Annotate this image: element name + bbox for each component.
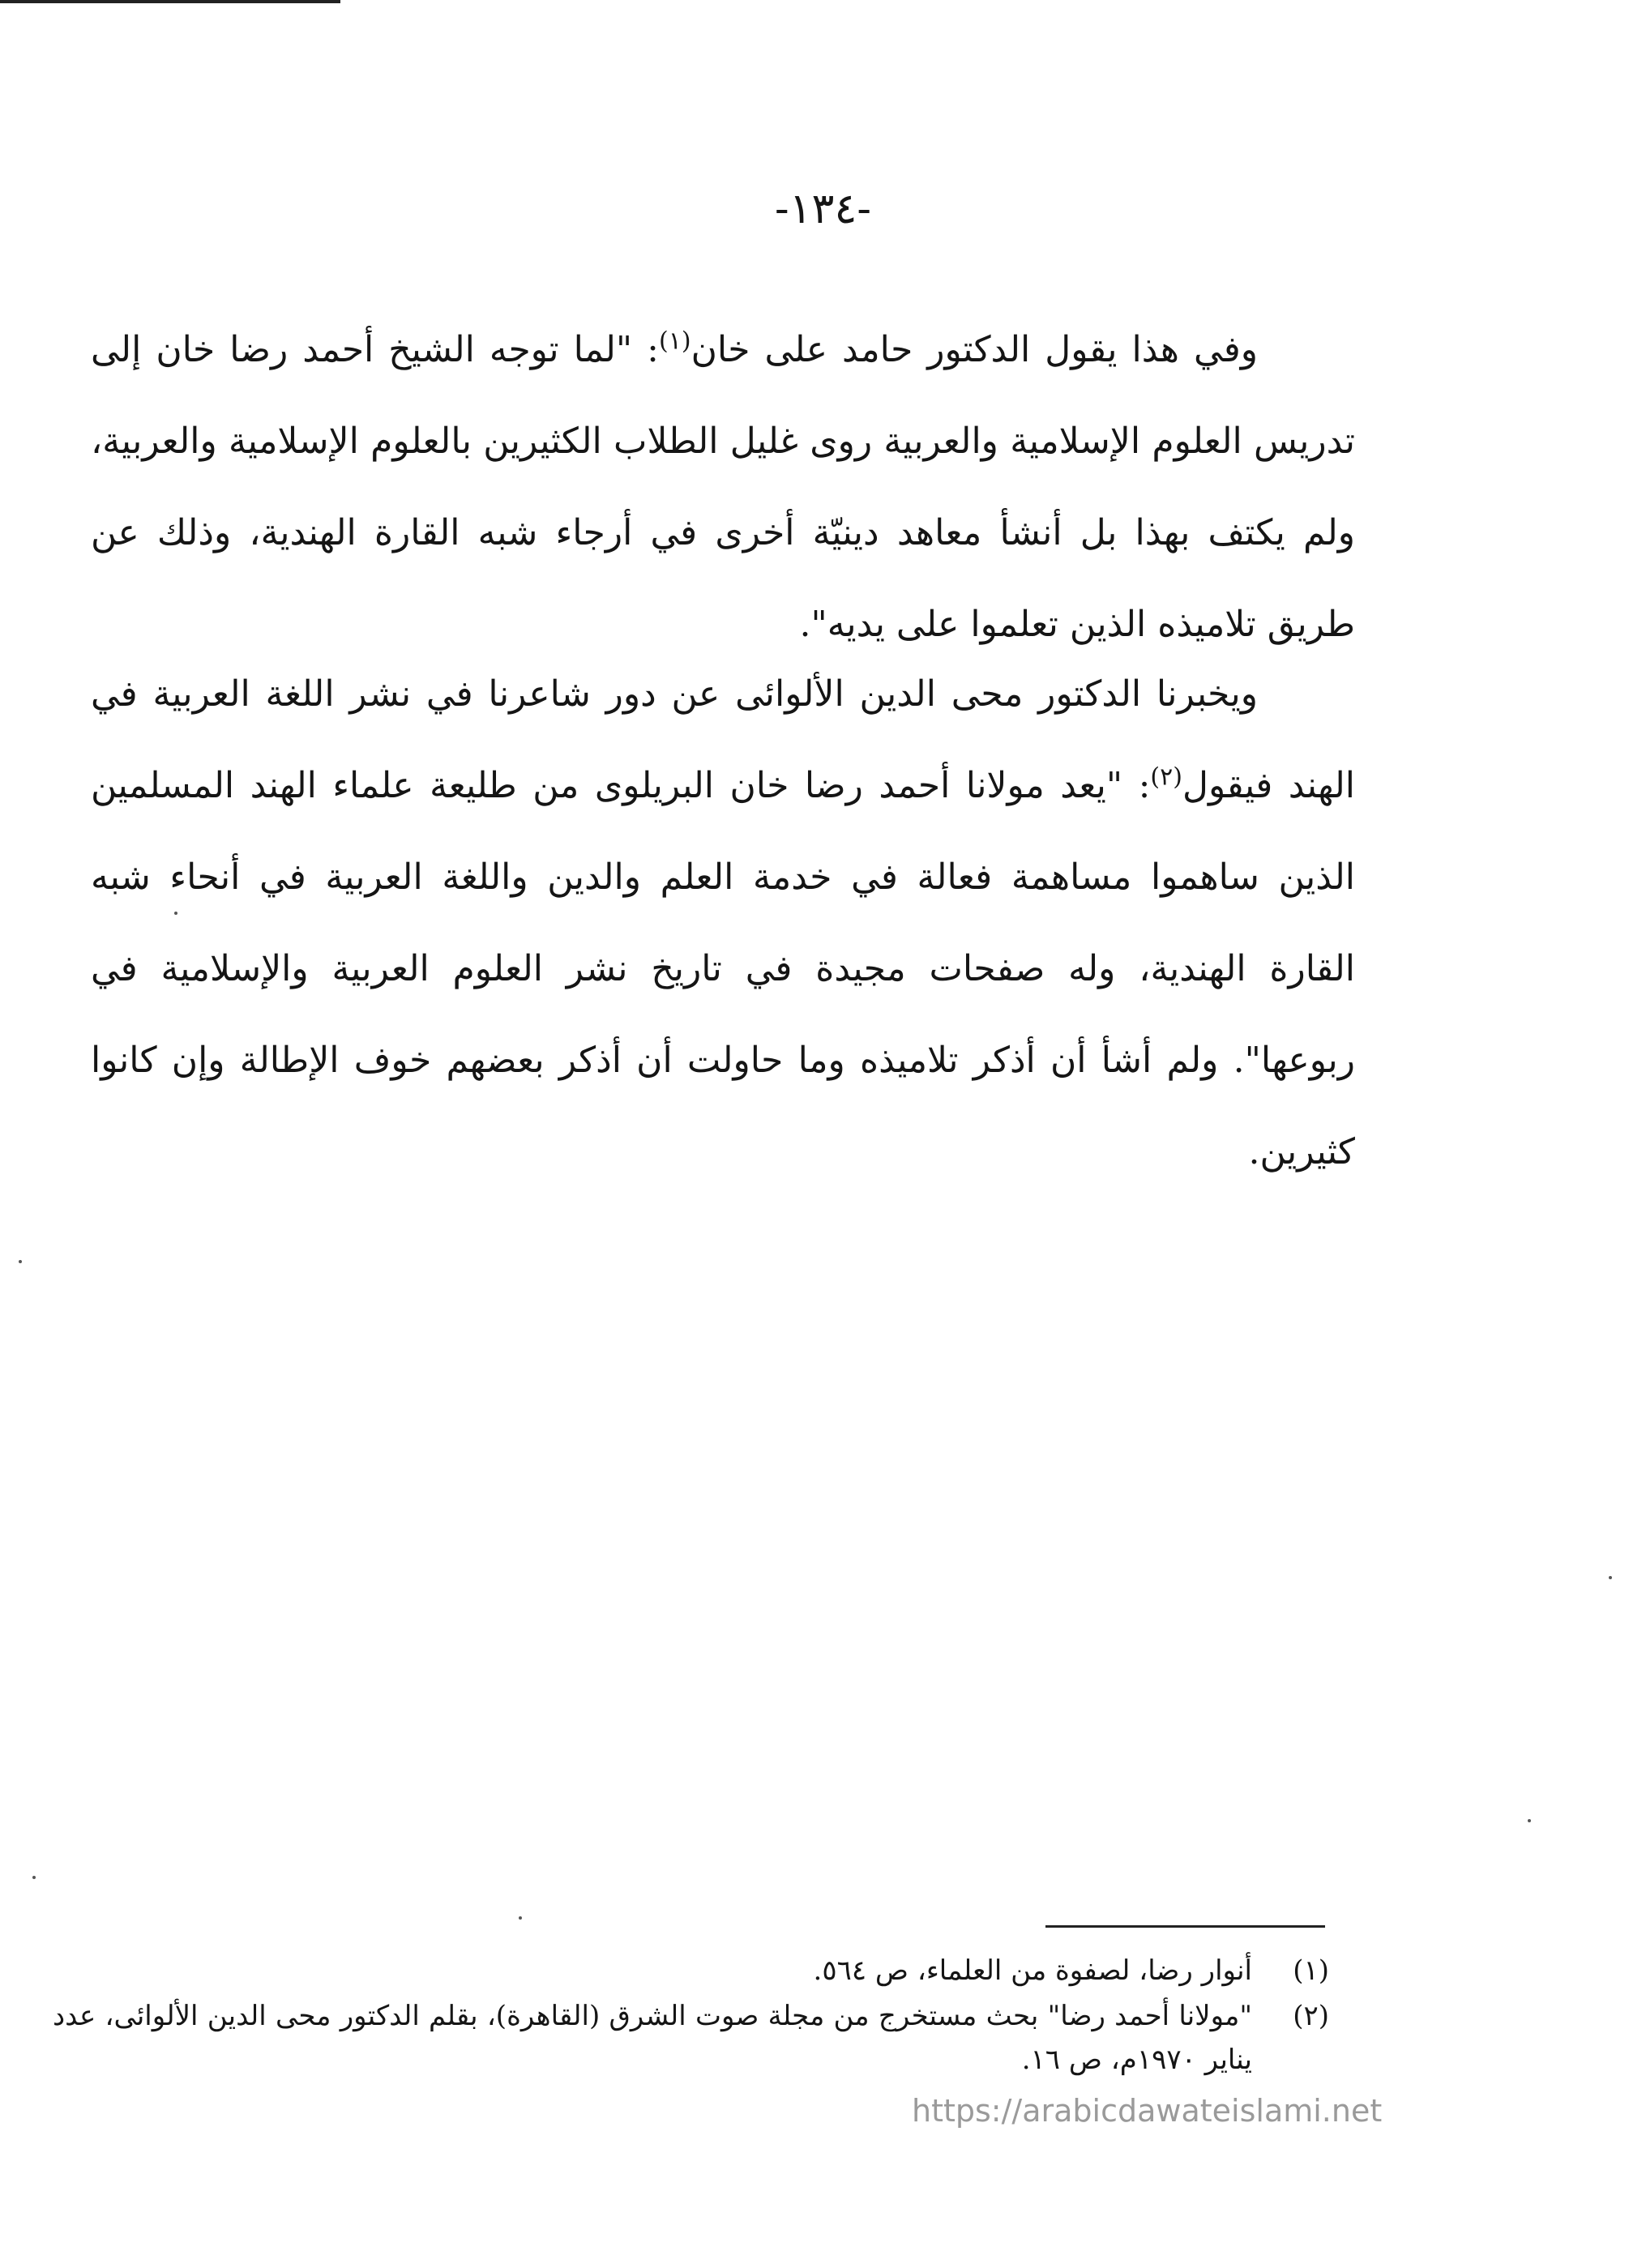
footnote-2-marker: (٢) xyxy=(1293,2000,1329,2032)
footnote-1-marker: (١) xyxy=(1293,1954,1329,1987)
paragraph-1-lead: وفي هذا يقول الدكتور حامد على خان xyxy=(690,329,1258,370)
paragraph-2 xyxy=(91,648,1355,1198)
scan-speck xyxy=(32,1876,36,1879)
top-scan-rule xyxy=(0,0,340,3)
footnote-1 xyxy=(53,1949,1329,1993)
paragraph-2-lead: ويخبرنا الدكتور محى الدين الألوائى عن دور شاعرنا في نشر اللغة العربية في الهند فيقول xyxy=(91,673,1355,806)
paragraph-1 xyxy=(91,304,1355,670)
paragraph-2-text xyxy=(91,648,1355,1198)
footnotes xyxy=(53,1949,1329,2083)
footnote-ref-1: (١) xyxy=(659,327,691,356)
paragraph-1-quote: : "لما توجه الشيخ أحمد رضا خان إلى تدريس العلوم الإسلامية والعربية روى غليل الطلاب الكثيرين بالعلوم الإسلامية والعربية، ولم يكتف بهذا بل أنشأ معاهد دينيّة أخرى في أرجاء شبه القارة الهندية، وذلك عن طريق تلاميذه الذين تعلموا على يديه". xyxy=(91,329,1355,645)
scan-speck xyxy=(519,1916,522,1920)
footnote-separator xyxy=(1045,1925,1325,1928)
paragraph-2-quote: : "يعد مولانا أحمد رضا خان البريلوى من طليعة علماء الهند المسلمين الذين ساهموا مساهمة فعالة في خدمة العلم والدين واللغة العربية في أنحاء شبه القارة الهندية، وله صفحات مجيدة في تاريخ نشر العلوم العربية والإسلامية في ربوعها". ولم أشأ أن أذكر تلاميذه وما حاولت أن أذكر بعضهم خوف الإطالة وإن كانوا كثيرين. xyxy=(91,765,1355,1172)
scan-speck xyxy=(1528,1819,1531,1822)
page-number: -١٣٤- xyxy=(775,185,871,233)
footnote-1-text: أنوار رضا، لصفوة من العلماء، ص ٥٦٤. xyxy=(813,1954,1252,1987)
footnote-2-text: "مولانا أحمد رضا" بحث مستخرج من مجلة صوت الشرق (القاهرة)، بقلم الدكتور محى الدين الألوائى، عدد يناير ١٩٧٠م، ص ١٦. xyxy=(53,2000,1252,2076)
scan-speck xyxy=(1609,1576,1612,1579)
footnote-ref-2: (٢) xyxy=(1150,762,1182,792)
watermark-url: https://arabicdawateislami.net xyxy=(912,2093,1383,2129)
scan-speck xyxy=(19,1260,22,1263)
scan-speck xyxy=(174,912,177,915)
paragraph-1-text xyxy=(91,304,1355,670)
footnote-2 xyxy=(53,1994,1329,2082)
